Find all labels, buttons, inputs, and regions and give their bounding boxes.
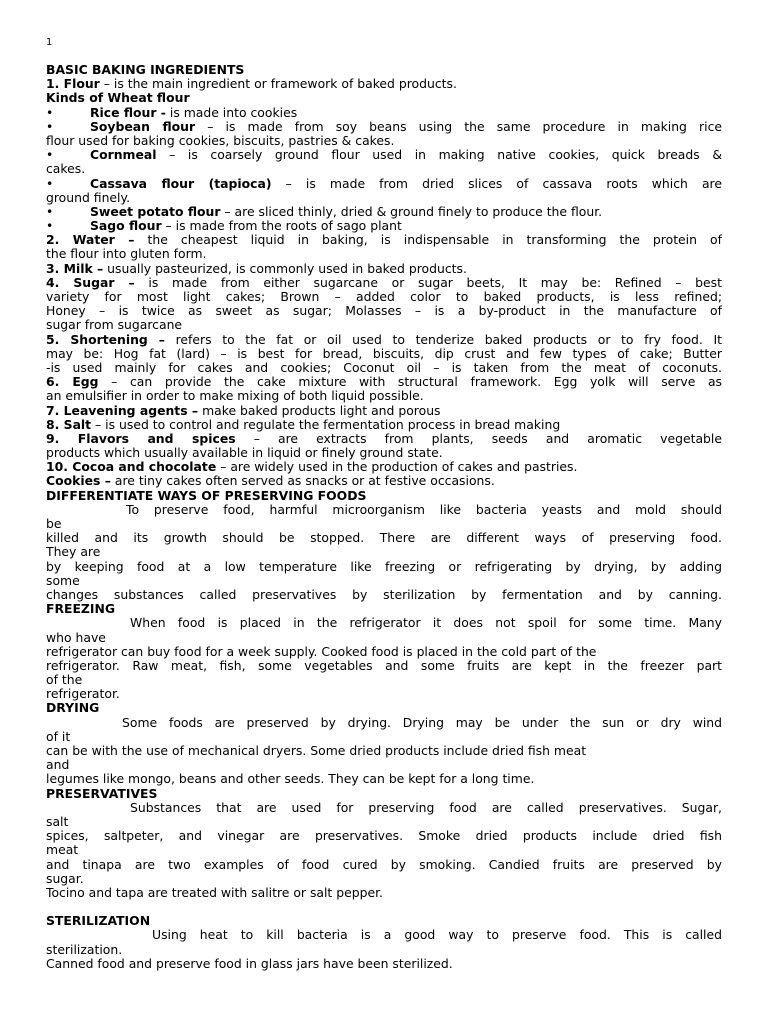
line-text: They are xyxy=(46,544,101,560)
text-line xyxy=(46,460,722,474)
bold-term: 5. Shortening – xyxy=(46,331,165,347)
line-text: To preserve food, harmful microorganism like bacteria yeasts and mold should xyxy=(126,501,722,517)
text-line xyxy=(46,744,722,758)
text-line xyxy=(46,276,722,290)
line-text: sugar from sugarcane xyxy=(46,317,183,333)
text-line xyxy=(46,787,722,801)
bold-term: Cornmeal xyxy=(90,147,157,163)
bullet-marker: • xyxy=(46,203,54,219)
line-text: refrigerator can buy food for a week supply. Cooked food is placed in the cold part of the xyxy=(46,643,597,659)
bold-term: Sago flour xyxy=(90,218,162,234)
text-line xyxy=(46,659,722,673)
text-line xyxy=(46,928,722,942)
text-line xyxy=(46,120,722,134)
text-line xyxy=(46,148,722,162)
line-text: the cheapest liquid in baking, is indispensable in transforming the protein of xyxy=(134,232,722,248)
line-text: meat xyxy=(46,842,79,858)
line-text: of it xyxy=(46,728,71,744)
line-text: spices, saltpeter, and vinegar are preservatives. Smoke dried products include dried fish xyxy=(46,828,722,844)
line-text: When food is placed in the refrigerator it does not spoil for some time. Many xyxy=(130,615,722,631)
line-text: and tinapa are two examples of food cured by smoking. Candied fruits are preserved by xyxy=(46,856,722,872)
text-line xyxy=(46,701,722,715)
text-line xyxy=(46,134,722,148)
text-line xyxy=(46,418,722,432)
text-line xyxy=(46,716,722,730)
text-line xyxy=(46,432,722,446)
text-line xyxy=(46,957,722,971)
bold-term: Soybean flour xyxy=(90,118,196,134)
bold-term: Cassava flour (tapioca) xyxy=(90,175,272,191)
text-line xyxy=(46,886,722,900)
bold-term: Sweet potato flour xyxy=(90,203,221,219)
bold-term: 10. Cocoa and chocolate xyxy=(46,459,217,475)
line-text: – are extracts from plants, seeds and aromatic vegetable xyxy=(235,430,722,446)
text-line xyxy=(46,503,722,517)
text-line xyxy=(46,162,722,176)
line-text: be xyxy=(46,516,62,531)
text-line xyxy=(46,474,722,488)
bold-term: 2. Water – xyxy=(46,232,135,248)
text-line xyxy=(46,673,722,687)
document-body xyxy=(46,63,722,971)
text-line xyxy=(46,730,722,744)
text-line xyxy=(46,858,722,872)
bold-term: Cookies – xyxy=(46,473,111,489)
line-text: make baked products light and porous xyxy=(198,402,441,418)
line-text: refrigerator. xyxy=(46,686,120,702)
text-line xyxy=(46,375,722,389)
bold-term: DIFFERENTIATE WAYS OF PRESERVING FOODS xyxy=(46,487,367,503)
text-line xyxy=(46,191,722,205)
line-text: – is made from dried slices of cassava roots which are xyxy=(271,175,722,191)
text-line xyxy=(46,943,722,957)
line-text: – are sliced thinly, dried & ground finely to produce the flour. xyxy=(220,203,603,219)
bullet-marker: • xyxy=(46,175,54,191)
line-text: Tocino and tapa are treated with salitre or salt pepper. xyxy=(46,884,383,900)
text-line xyxy=(46,758,722,772)
bullet-marker: • xyxy=(46,104,54,120)
line-text: is made from either sugarcane or sugar beets, It may be: Refined – best xyxy=(134,274,722,290)
page-number: 1 xyxy=(46,37,53,48)
line-text: Some foods are preserved by drying. Drying may be under the sun or dry wind xyxy=(122,714,722,730)
line-text: legumes like mongo, beans and other seeds. They can be kept for a long time. xyxy=(46,771,535,787)
bold-term: Rice flour - xyxy=(90,104,166,120)
bold-term: 4. Sugar – xyxy=(46,274,135,290)
line-text: – is made from soy beans using the same procedure in making rice xyxy=(195,118,723,134)
line-text: Using heat to kill bacteria is a good way to preserve food. This is called xyxy=(152,927,722,943)
line-text: is made into cookies xyxy=(165,104,298,120)
line-text: variety for most light cakes; Brown – added color to baked products, is less refined; xyxy=(46,289,722,304)
text-line xyxy=(46,361,722,375)
line-text: products which usually available in liquid or finely ground state. xyxy=(46,445,443,461)
line-text: killed and its growth should be stopped. There are different ways of preserving food. xyxy=(46,530,722,546)
bold-term: 6. Egg xyxy=(46,374,99,390)
bold-term: 9. Flavors and spices xyxy=(46,430,236,446)
line-text: cakes. xyxy=(46,161,86,177)
bold-term: FREEZING xyxy=(46,601,116,617)
text-line xyxy=(46,531,722,545)
text-line xyxy=(46,588,722,602)
line-text: the flour into gluten form. xyxy=(46,246,207,262)
line-text: who have xyxy=(46,629,106,645)
line-text: an emulsifier in order to make mixing of both liquid possible. xyxy=(46,388,424,404)
blank-line xyxy=(46,900,722,914)
bold-term: 7. Leavening agents – xyxy=(46,402,199,418)
text-line xyxy=(46,446,722,460)
line-text: – is coarsely ground flour used in making native cookies, quick breads & xyxy=(156,147,722,163)
line-text: refers to the fat or oil used to tenderize baked products or to fry food. It xyxy=(164,331,722,347)
text-line xyxy=(46,815,722,829)
bold-term: 3. Milk – xyxy=(46,260,104,276)
line-text: – is used to control and regulate the fermentation process in bread making xyxy=(91,416,561,432)
bullet-marker: • xyxy=(46,147,54,163)
line-text: – is the main ingredient or framework of baked products. xyxy=(99,76,457,92)
bold-term: Kinds of Wheat flour xyxy=(46,90,190,106)
text-line xyxy=(46,843,722,857)
line-text: -is used mainly for cakes and cookies; Coconut oil – is taken from the meat of coconuts. xyxy=(46,359,722,375)
line-text: salt xyxy=(46,813,69,829)
bullet-marker: • xyxy=(46,118,54,134)
text-line xyxy=(46,545,722,559)
document-title: BASIC BAKING INGREDIENTS xyxy=(46,62,245,77)
text-line xyxy=(46,602,722,616)
line-text: usually pasteurized, is commonly used in baked products. xyxy=(103,260,467,276)
text-line xyxy=(46,914,722,928)
text-line xyxy=(46,77,722,91)
line-text: sugar. xyxy=(46,870,84,886)
line-text: flour used for baking cookies, biscuits, pastries & cakes. xyxy=(46,132,395,148)
text-line xyxy=(46,404,722,418)
line-text: can be with the use of mechanical dryers. Some dried products include dried fish meat xyxy=(46,743,587,758)
line-text: Substances that are used for preserving food are called preservatives. Sugar, xyxy=(130,799,722,815)
text-line xyxy=(46,347,722,361)
document-lines xyxy=(46,77,722,971)
text-line xyxy=(46,389,722,403)
text-line xyxy=(46,247,722,261)
text-line xyxy=(46,517,722,531)
bold-term: STERILIZATION xyxy=(46,913,151,929)
line-text: Canned food and preserve food in glass jars have been sterilized. xyxy=(46,955,453,971)
line-text: by keeping food at a low temperature like freezing or refrigerating by drying, by adding xyxy=(46,558,722,574)
text-line xyxy=(46,219,722,233)
text-line xyxy=(46,772,722,786)
text-line xyxy=(46,687,722,701)
line-text: are tiny cakes often served as snacks or at festive occasions. xyxy=(110,473,495,489)
text-line xyxy=(46,645,722,659)
text-line xyxy=(46,560,722,574)
text-line xyxy=(46,290,722,304)
bullet-marker: • xyxy=(46,218,54,234)
text-line xyxy=(46,801,722,815)
text-line xyxy=(46,177,722,191)
bold-term: 1. Flour xyxy=(46,76,100,92)
text-line xyxy=(46,616,722,630)
bold-term: DRYING xyxy=(46,700,100,716)
text-line xyxy=(46,205,722,219)
text-line xyxy=(46,829,722,843)
text-line xyxy=(46,318,722,332)
line-text: changes substances called preservatives by sterilization by fermentation and by canning. xyxy=(46,586,722,602)
line-text: – are widely used in the production of cakes and pastries. xyxy=(216,459,578,475)
text-line xyxy=(46,304,722,318)
text-line xyxy=(46,872,722,886)
line-text: refrigerator. Raw meat, fish, some vegetables and some fruits are kept in the freezer part xyxy=(46,657,722,673)
line-text: ground finely. xyxy=(46,189,131,205)
text-line xyxy=(46,631,722,645)
line-text: – is made from the roots of sago plant xyxy=(161,218,402,234)
line-text: and xyxy=(46,757,70,773)
line-text: some xyxy=(46,572,80,588)
text-line xyxy=(46,106,722,120)
text-line xyxy=(46,574,722,588)
line-text: of the xyxy=(46,672,83,688)
bold-term: 8. Salt xyxy=(46,416,92,432)
line-text: may be: Hog fat (lard) – is best for bread, biscuits, dip crust and few types of cake; Butter xyxy=(46,345,722,361)
bold-term: PRESERVATIVES xyxy=(46,785,158,801)
text-line xyxy=(46,262,722,276)
line-text: – can provide the cake mixture with structural framework. Egg yolk will serve as xyxy=(98,374,722,390)
text-line xyxy=(46,489,722,503)
text-line xyxy=(46,233,722,247)
text-line xyxy=(46,333,722,347)
line-text: sterilization. xyxy=(46,941,123,957)
line-text: Honey – is twice as sweet as sugar; Molasses – is a by-product in the manufacture of xyxy=(46,303,722,319)
text-line xyxy=(46,91,722,105)
